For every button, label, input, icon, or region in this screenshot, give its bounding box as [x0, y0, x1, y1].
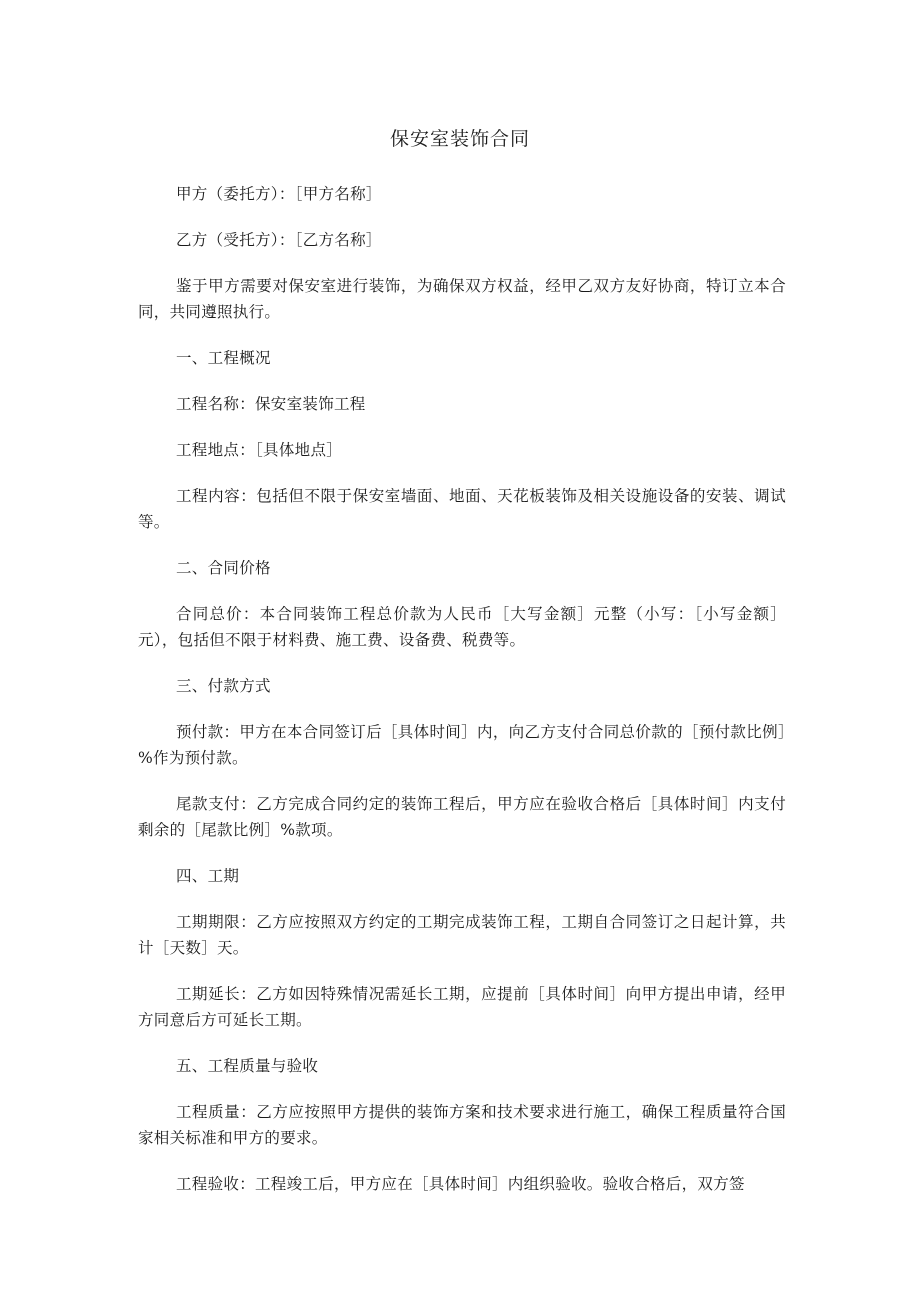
clause-total-price: 合同总价：本合同装饰工程总价款为人民币［大写金额］元整（小写：［小写金额］元），包括但不限于材料费、施工费、设备费、税费等。 — [138, 605, 786, 649]
clause-advance-payment: 预付款：甲方在本合同签订后［具体时间］内，向乙方支付合同总价款的［预付款比例］%作为预付款。 — [138, 723, 786, 767]
clause-project-name: 工程名称：保安室装饰工程 — [176, 395, 366, 413]
party-b: 乙方（受托方）：［乙方名称］ — [176, 231, 382, 249]
party-a: 甲方（委托方）：［甲方名称］ — [176, 185, 382, 203]
section-heading-3: 三、付款方式 — [176, 677, 271, 695]
clause-duration: 工期期限：乙方应按照双方约定的工期完成装饰工程，工期自合同签订之日起计算，共计［天数］天。 — [138, 913, 786, 957]
preamble: 鉴于甲方需要对保安室进行装饰，为确保双方权益，经甲乙双方友好协商，特订立本合同，共同遵照执行。 — [138, 277, 786, 321]
clause-project-location: 工程地点：［具体地点］ — [176, 441, 343, 459]
document-body — [138, 181, 786, 1217]
clause-final-payment: 尾款支付：乙方完成合同约定的装饰工程后，甲方应在验收合格后［具体时间］内支付剩余的［尾款比例］%款项。 — [138, 795, 786, 839]
clause-acceptance: 工程验收：工程竣工后，甲方应在［具体时间］内组织验收。验收合格后，双方签 — [176, 1175, 745, 1193]
clause-project-content: 工程内容：包括但不限于保安室墙面、地面、天花板装饰及相关设施设备的安装、调试等。 — [138, 487, 786, 531]
section-heading-2: 二、合同价格 — [176, 559, 271, 577]
section-heading-4: 四、工期 — [176, 867, 240, 885]
clause-quality: 工程质量：乙方应按照甲方提供的装饰方案和技术要求进行施工，确保工程质量符合国家相关标准和甲方的要求。 — [138, 1103, 786, 1147]
document-title: 保安室装饰合同 — [389, 128, 530, 150]
section-heading-5: 五、工程质量与验收 — [176, 1057, 319, 1075]
section-heading-1: 一、工程概况 — [176, 349, 271, 367]
clause-extension: 工期延长：乙方如因特殊情况需延长工期，应提前［具体时间］向甲方提出申请，经甲方同意后方可延长工期。 — [138, 985, 786, 1029]
